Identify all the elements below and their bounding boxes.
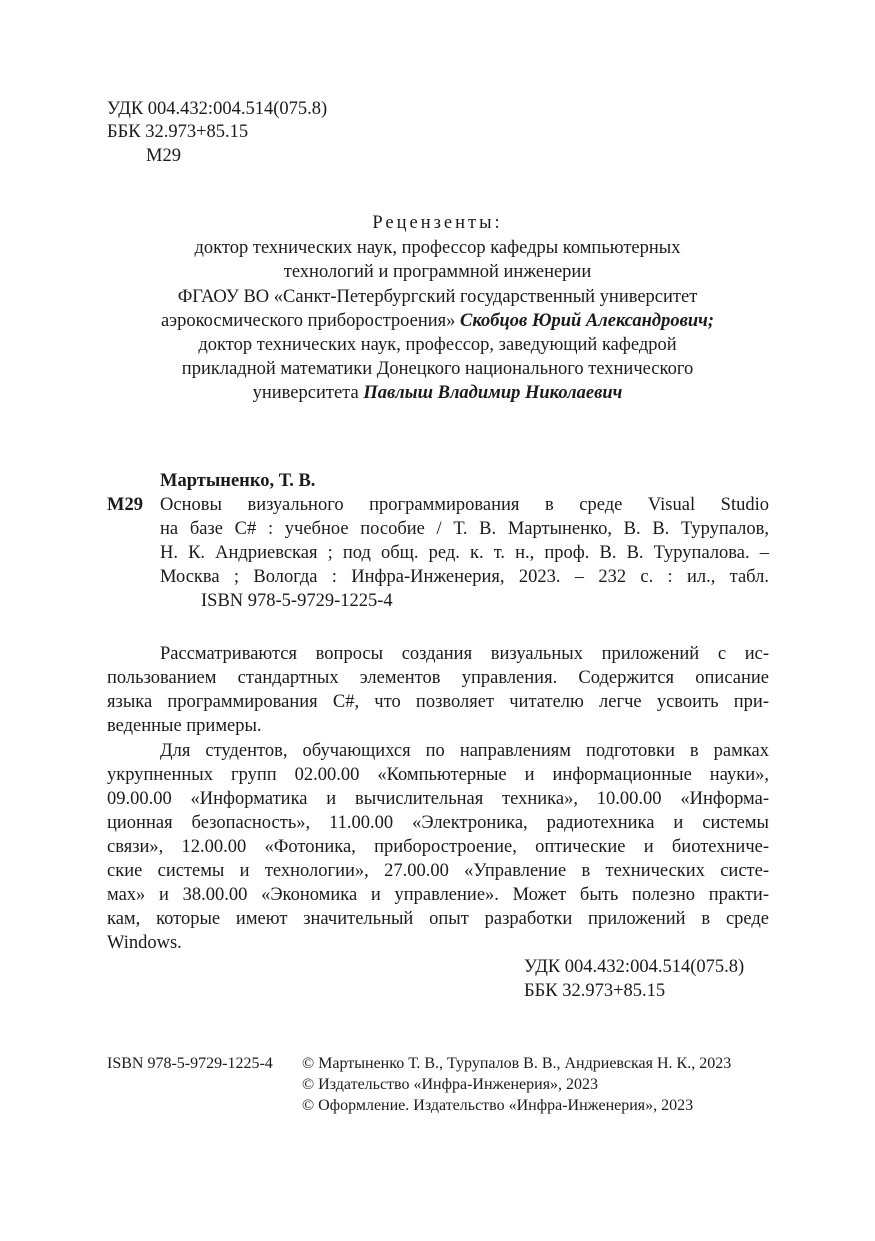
reviewers-line-6: прикладной математики Донецкого национального технического bbox=[181, 359, 694, 379]
bib-mark: М29 bbox=[107, 495, 143, 515]
copyright-line-1: © Мартыненко Т. В., Турупалов В. В., Андриевская Н. К., 2023 bbox=[302, 1055, 732, 1072]
annotation-p1-line-1: Рассматриваются вопросы создания визуальных приложений с ис- bbox=[160, 644, 769, 664]
copyright-line-3: © Оформление. Издательство «Инфра-Инженерия», 2023 bbox=[302, 1097, 694, 1114]
reviewer-2-name: Павлыш Владимир Николаевич bbox=[363, 383, 623, 403]
bib-line-1: Основы визуального программирования в среде Visual Studio bbox=[160, 495, 769, 515]
bib-line-1-wrap bbox=[160, 493, 769, 517]
annotation-p1-line-3: языка программирования C#, что позволяет читателю легче усвоить при- bbox=[107, 692, 769, 712]
annotation-p1-line-2: пользованием стандартных элементов управления. Содержится описание bbox=[107, 668, 769, 688]
reviewers-line-4 bbox=[0, 309, 875, 333]
bib-isbn: ISBN 978-5-9729-1225-4 bbox=[201, 591, 393, 611]
udk-bottom: УДК 004.432:004.514(075.8) bbox=[524, 957, 745, 977]
bib-line-3: Н. К. Андриевская ; под общ. ред. к. т. н., проф. В. В. Турупалова. – bbox=[160, 543, 769, 563]
annotation-p2-line-4: ционная безопасность», 11.00.00 «Электроника, радиотехника и системы bbox=[107, 813, 769, 833]
author-mark-top: М29 bbox=[146, 146, 181, 166]
reviewers-line-7-prefix: университета bbox=[252, 383, 359, 403]
annotation-paragraph-1 bbox=[107, 642, 769, 738]
bbk-top: ББК 32.973+85.15 bbox=[107, 122, 249, 142]
reviewers-heading: Рецензенты: bbox=[372, 213, 503, 233]
copyright-isbn: ISBN 978-5-9729-1225-4 bbox=[107, 1055, 273, 1072]
bib-line-3-wrap bbox=[160, 541, 769, 565]
bib-line-4: Москва ; Вологда : Инфра-Инженерия, 2023. – 232 с. : ил., табл. bbox=[160, 567, 769, 587]
bbk-bottom: ББК 32.973+85.15 bbox=[524, 981, 666, 1001]
annotation-p2-line-3: 09.00.00 «Информатика и вычислительная техника», 10.00.00 «Информа- bbox=[107, 789, 769, 809]
annotation-p2-line-7: мах» и 38.00.00 «Экономика и управление». Может быть полезно практи- bbox=[107, 885, 769, 905]
annotation-paragraph-2 bbox=[107, 739, 769, 955]
reviewers-line-2: технологий и программной инженерии bbox=[283, 262, 592, 282]
annotation-p2-line-5: связи», 12.00.00 «Фотоника, приборостроение, оптические и биотехниче- bbox=[107, 837, 769, 857]
reviewers-line-5: доктор технических наук, профессор, заведующий кафедрой bbox=[198, 335, 677, 355]
udk-top: УДК 004.432:004.514(075.8) bbox=[107, 99, 328, 119]
annotation-p1-line-4: веденные примеры. bbox=[107, 716, 262, 736]
annotation-p2-line-1: Для студентов, обучающихся по направлениям подготовки в рамках bbox=[160, 741, 769, 761]
reviewer-1-name: Скобцов Юрий Александрович; bbox=[460, 311, 715, 331]
annotation-p2-line-6: ские системы и технологии», 27.00.00 «Управление в технических систе- bbox=[107, 861, 769, 881]
bib-line-2-wrap bbox=[160, 517, 769, 541]
reviewers-line-4-prefix: аэрокосмического приборостроения» bbox=[160, 311, 456, 331]
bib-author-heading: Мартыненко, Т. В. bbox=[160, 471, 316, 491]
annotation-p2-line-8: кам, которые имеют значительный опыт разработки приложений в среде bbox=[107, 909, 769, 929]
bib-line-4-wrap bbox=[160, 565, 769, 589]
reviewers-line-3: ФГАОУ ВО «Санкт-Петербургский государственный университет bbox=[177, 287, 698, 307]
reviewers-line-7 bbox=[0, 381, 875, 405]
annotation-p2-line-2: укрупненных групп 02.00.00 «Компьютерные и информационные науки», bbox=[107, 765, 769, 785]
reviewers-line-1: доктор технических наук, профессор кафедры компьютерных bbox=[194, 238, 681, 258]
annotation-p2-line-9: Windows. bbox=[107, 933, 182, 953]
bib-line-2: на базе C# : учебное пособие / Т. В. Мартыненко, В. В. Турупалов, bbox=[160, 519, 769, 539]
copyright-line-2: © Издательство «Инфра-Инженерия», 2023 bbox=[302, 1076, 599, 1093]
